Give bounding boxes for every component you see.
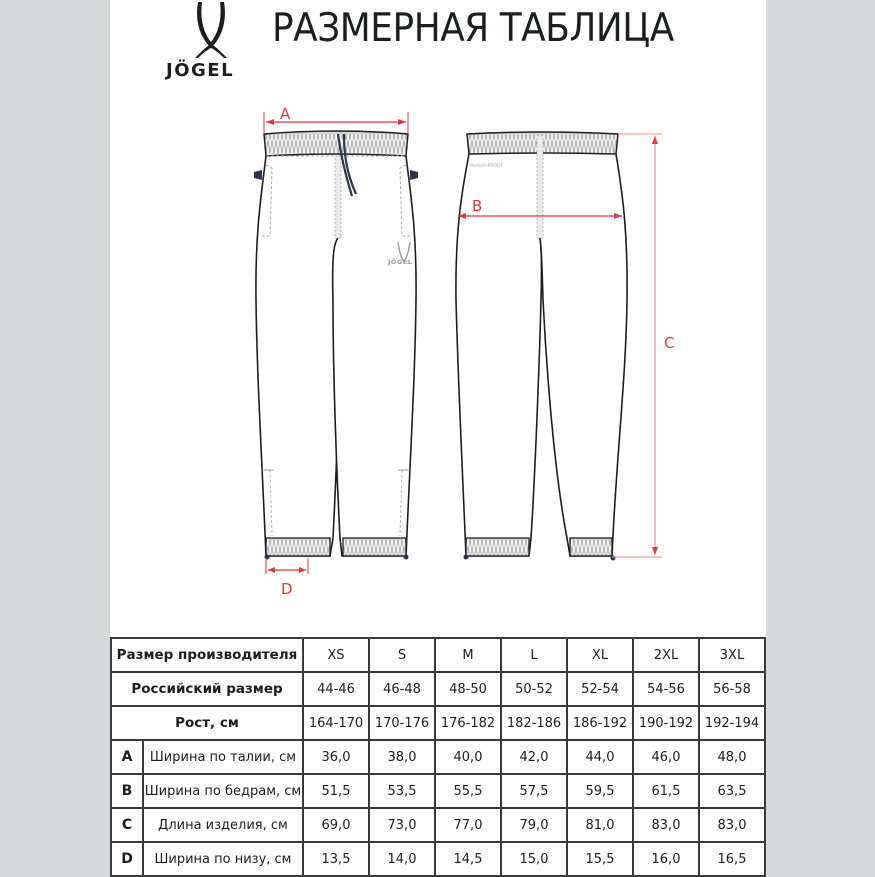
row-letter: A [111,740,143,774]
table-cell: 164-170 [303,706,369,740]
table-cell: 44-46 [303,672,369,706]
table-cell: S [369,638,435,672]
table-cell: 81,0 [567,808,633,842]
table-cell: M [435,638,501,672]
performproof-tag: PerformPROOF [470,164,504,169]
table-cell: 63,5 [699,774,765,808]
table-cell: 14,0 [369,842,435,876]
table-cell: 16,0 [633,842,699,876]
table-cell: 44,0 [567,740,633,774]
table-cell: 36,0 [303,740,369,774]
dimension-label-b: B [472,197,483,215]
table-cell: 13,5 [303,842,369,876]
table-cell: 3XL [699,638,765,672]
table-cell: L [501,638,567,672]
table-cell: 15,5 [567,842,633,876]
table-row-height [111,706,765,740]
row-label: Ширина по бедрам, см [143,774,303,808]
table-cell: 52-54 [567,672,633,706]
table-row-length [111,808,765,842]
dimension-label-d: D [281,580,293,598]
table-cell: 38,0 [369,740,435,774]
size-table [110,637,766,877]
row-letter: C [111,808,143,842]
table-cell: 79,0 [501,808,567,842]
front-view [254,112,418,574]
table-cell: XS [303,638,369,672]
brand-wordmark: JÖGEL [166,60,235,81]
row-letter: B [111,774,143,808]
table-cell: 50-52 [501,672,567,706]
table-cell: 186-192 [567,706,633,740]
table-cell: 56-58 [699,672,765,706]
back-view [456,132,662,561]
row-label: Ширина по низу, см [143,842,303,876]
table-row-manufacturer-size [111,638,765,672]
table-cell: 170-176 [369,706,435,740]
table-cell: 55,5 [435,774,501,808]
table-cell: 46,0 [633,740,699,774]
chest-logo: JÖGEL [388,258,413,266]
dimension-label-a: A [280,105,291,123]
table-cell: 190-192 [633,706,699,740]
table-cell: 48-50 [435,672,501,706]
table-cell: 182-186 [501,706,567,740]
table-cell: 14,5 [435,842,501,876]
table-cell: XL [567,638,633,672]
table-cell: 42,0 [501,740,567,774]
table-cell: 53,5 [369,774,435,808]
table-row-hips [111,774,765,808]
table-row-russian-size [111,672,765,706]
row-header: Размер производителя [111,638,303,672]
table-cell: 2XL [633,638,699,672]
table-cell: 40,0 [435,740,501,774]
row-letter: D [111,842,143,876]
table-cell: 46-48 [369,672,435,706]
table-cell: 73,0 [369,808,435,842]
table-cell: 51,5 [303,774,369,808]
table-cell: 15,0 [501,842,567,876]
row-label: Ширина по талии, см [143,740,303,774]
table-cell: 16,5 [699,842,765,876]
table-cell: 54-56 [633,672,699,706]
row-label: Длина изделия, см [143,808,303,842]
table-row-hem [111,842,765,876]
dimension-label-c: C [664,334,675,352]
table-cell: 192-194 [699,706,765,740]
table-row-waist [111,740,765,774]
table-cell: 57,5 [501,774,567,808]
table-cell: 69,0 [303,808,369,842]
table-cell: 176-182 [435,706,501,740]
table-cell: 83,0 [633,808,699,842]
row-header: Российский размер [111,672,303,706]
table-cell: 48,0 [699,740,765,774]
table-cell: 61,5 [633,774,699,808]
page-title: РАЗМЕРНАЯ ТАБЛИЦА [272,6,674,51]
row-header: Рост, см [111,706,303,740]
table-cell: 59,5 [567,774,633,808]
table-cell: 83,0 [699,808,765,842]
table-cell: 77,0 [435,808,501,842]
